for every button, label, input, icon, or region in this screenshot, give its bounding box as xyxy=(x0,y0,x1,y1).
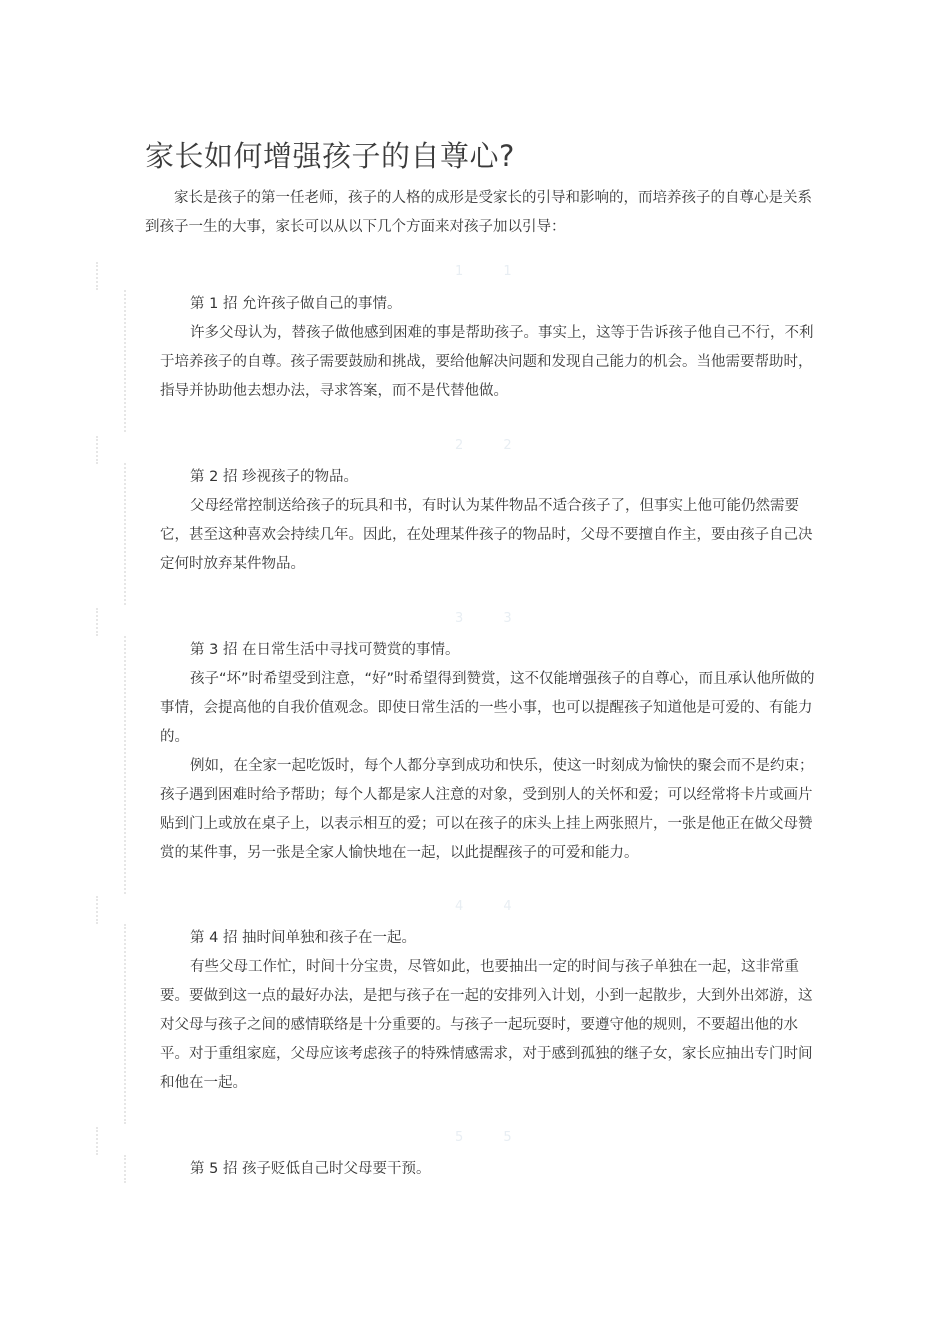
section-number: 4 4 xyxy=(455,899,530,914)
section-number: 5 5 xyxy=(455,1130,530,1145)
section-tip-1 xyxy=(160,290,820,406)
section-divider xyxy=(96,436,98,464)
tip-title: 第 3 招 在日常生活中寻找可赞赏的事情。 xyxy=(190,642,460,658)
section-tip-2 xyxy=(160,463,820,579)
section-side-bar xyxy=(124,290,126,432)
tip-paragraph: 例如，在全家一起吃饭时，每个人都分享到成功和快乐，使这一时刻成为愉快的聚会而不是约束；孩子遇到困难时给予帮助；每个人都是家人注意的对象，受到别人的关怀和爱；可以经常将卡片或画片贴到门上或放在桌子上，以表示相互的爱；可以在孩子的床头上挂上两张照片，一张是他正在做父母赞赏的某件事，另一张是全家人愉快地在一起，以此提醒孩子的可爱和能力。 xyxy=(160,758,814,861)
section-side-bar xyxy=(124,924,126,1124)
tip-title: 第 5 招 孩子贬低自己时父母要干预。 xyxy=(190,1161,431,1177)
section-divider xyxy=(96,608,98,636)
tip-title: 第 2 招 珍视孩子的物品。 xyxy=(190,469,359,485)
intro-paragraph: 家长是孩子的第一任老师，孩子的人格的成形是受家长的引导和影响的，而培养孩子的自尊心是关系到孩子一生的大事，家长可以从以下几个方面来对孩子加以引导： xyxy=(145,190,812,235)
section-divider xyxy=(96,896,98,924)
tip-paragraph: 有些父母工作忙，时间十分宝贵，尽管如此，也要抽出一定的时间与孩子单独在一起，这非常重要。要做到这一点的最好办法，是把与孩子在一起的安排列入计划，小到一起散步，大到外出郊游，这对父母与孩子之间的感情联络是十分重要的。与孩子一起玩耍时，要遵守他的规则，不要超出他的水平。对于重组家庭，父母应该考虑孩子的特殊情感需求，对于感到孤独的继子女，家长应抽出专门时间和他在一起。 xyxy=(160,959,813,1091)
section-number: 2 2 xyxy=(455,438,530,453)
section-tip-5 xyxy=(160,1155,820,1184)
section-divider xyxy=(96,1127,98,1155)
section-number: 3 3 xyxy=(455,611,530,626)
section-number: 1 1 xyxy=(455,264,530,279)
section-side-bar xyxy=(124,636,126,894)
tip-title: 第 1 招 允许孩子做自己的事情。 xyxy=(190,296,402,312)
section-side-bar xyxy=(124,1155,126,1183)
section-divider xyxy=(96,262,98,290)
tip-paragraph: 父母经常控制送给孩子的玩具和书，有时认为某件物品不适合孩子了，但事实上他可能仍然需要它，甚至这种喜欢会持续几年。因此，在处理某件孩子的物品时，父母不要擅自作主，要由孩子自己决定何时放弃某件物品。 xyxy=(160,498,813,572)
tip-paragraph: 孩子“坏”时希望受到注意，“好”时希望得到赞赏，这不仅能增强孩子的自尊心，而且承认他所做的事情，会提高他的自我价值观念。即使日常生活的一些小事，也可以提醒孩子知道他是可爱的、有能力的。 xyxy=(160,671,815,745)
section-tip-4 xyxy=(160,924,820,1098)
page-title: 家长如何增强孩子的自尊心? xyxy=(145,139,515,173)
tip-title: 第 4 招 抽时间单独和孩子在一起。 xyxy=(190,930,417,946)
tip-paragraph: 许多父母认为，替孩子做他感到困难的事是帮助孩子。事实上，这等于告诉孩子他自己不行，不利于培养孩子的自尊。孩子需要鼓励和挑战，要给他解决问题和发现自己能力的机会。当他需要帮助时，指导并协助他去想办法，寻求答案，而不是代替他做。 xyxy=(160,325,814,399)
section-side-bar xyxy=(124,463,126,605)
section-tip-3 xyxy=(160,636,820,868)
